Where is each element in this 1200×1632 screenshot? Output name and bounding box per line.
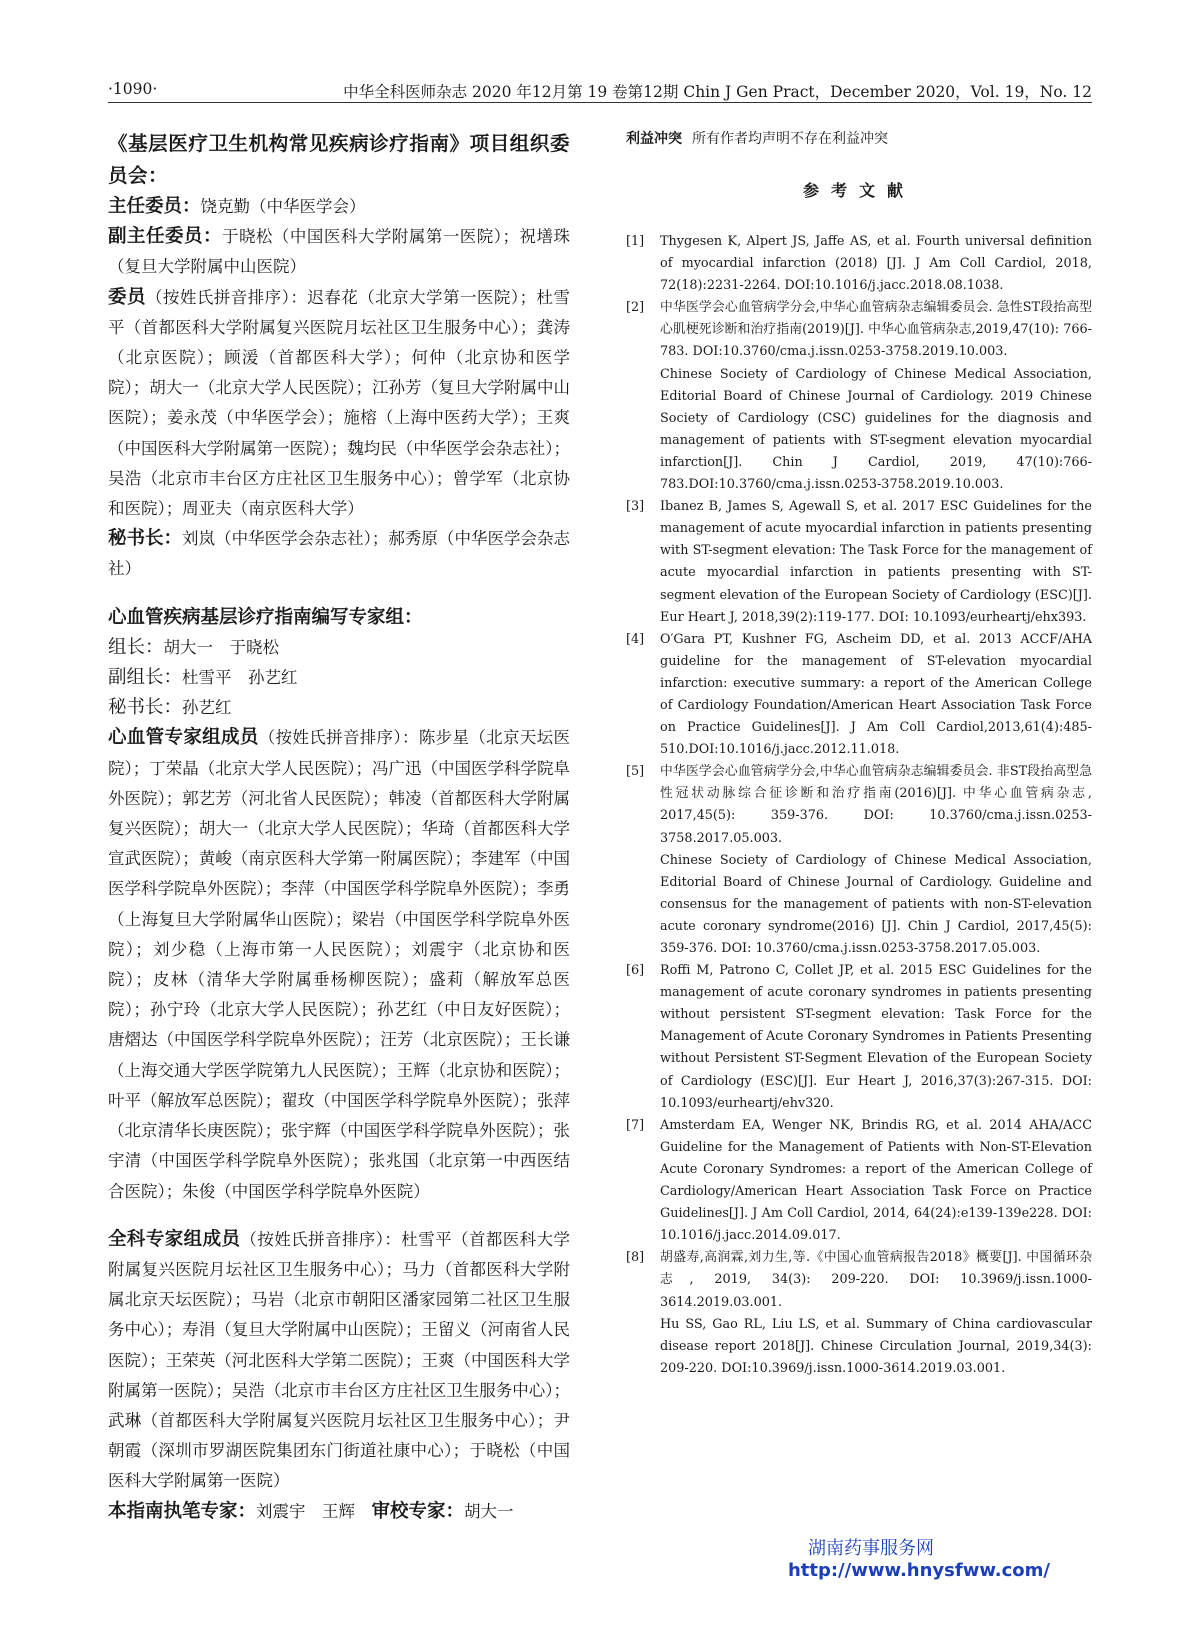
- reference-number: [3]: [626, 499, 645, 515]
- reference-text: Roffi M, Patrono C, Collet JP, et al. 2015 ESC Guidelines for the management of acute coronary syndromes in patients presenting without persistent ST-segment elevation: Task Force for the Management of Acute Coronary Syndromes in Patients Presenting without Persistent ST-Segment Elevation of the European Society of Cardiology (ESC)[J]. Eur Heart J, 2016,37(3):267-315. DOI: 10.1093/eurheartj/ehv320.: [660, 963, 1092, 1111]
- reference-text: Ibanez B, James S, Agewall S, et al. 2017 ESC Guidelines for the management of acute myocardial infarction in patients presenting with ST-segment elevation: The Task Force for the management of acute myocardial infarction in patients presenting with ST-segment elevation of the European Society of Cardiology (ESC)[J]. Eur Heart J, 2018,39(2):119-177. DOI: 10.1093/eurheartj/ehx393.: [660, 499, 1092, 625]
- reference-item: [626, 629, 1092, 762]
- watermark: [788, 1534, 1050, 1581]
- right-column: [626, 128, 1092, 1380]
- writers-line: [108, 1497, 570, 1527]
- watermark-name: 湖南药事服务网: [807, 1538, 934, 1559]
- vice-leader-label: 副组长：: [108, 667, 183, 689]
- writer-label: 本指南执笔专家：: [108, 1500, 257, 1522]
- reference-item: [626, 496, 1092, 629]
- chair-label: 主任委员：: [108, 196, 201, 217]
- references-list: [626, 231, 1092, 1380]
- reference-number: [6]: [626, 963, 645, 979]
- committee-title: 《基层医疗卫生机构常见疾病诊疗指南》项目组织委员会：: [108, 132, 570, 187]
- spacer: [108, 585, 570, 603]
- secretary-label: 秘书长：: [108, 528, 183, 550]
- vice-leader-value: 杜雪平 孙艺红: [182, 668, 298, 688]
- left-column: [108, 128, 570, 1527]
- reference-translation: Chinese Society of Cardiology of Chinese Medical Association, Editorial Board of Chinese Journal of Cardiology. Guideline and consensus for the management of patients with non-ST-elevation acute coronary syndrome(2016) [J]. Chin J Cardiol, 2017,45(5): 359-376. DOI: 10.3760/cma.j.issn.0253-3758.2017.05.003.: [660, 852, 1092, 956]
- chair-line: [108, 192, 570, 222]
- reference-item: [626, 761, 1092, 960]
- reference-number: [2]: [626, 300, 645, 316]
- page-number: ·1090·: [108, 80, 158, 98]
- members-label: 委员: [108, 286, 146, 308]
- leader-value: 胡大一 于晓松: [163, 637, 280, 657]
- writer-value: 刘震宇 王辉: [256, 1501, 356, 1521]
- secretary-value: 刘岚（中华医学会杂志社）；郝秀原（中华医学会杂志社）: [108, 529, 570, 579]
- reference-item: [626, 960, 1092, 1115]
- reference-number: [7]: [626, 1117, 645, 1133]
- coi-label: 利益冲突: [626, 131, 682, 147]
- expert-group-title: 心血管疾病基层诊疗指南编写专家组：: [108, 606, 423, 628]
- reviewer-value: 胡大一: [464, 1501, 514, 1521]
- cardio-members-value: 陈步星（北京天坛医院）；丁荣晶（北京大学人民医院）；冯广迅（中国医学科学院阜外医院）；郭艺芳（河北省人民医院）；韩凌（首都医科大学附属复兴医院）；胡大一（北京大学人民医院）；华琦（首都医科大学宣武医院）；黄峻（南京医科大学第一附属医院）；李建军（中国医学科学院阜外医院）；李萍（中国医学科学院阜外医院）；李勇（上海复旦大学附属华山医院）；梁岩（中国医学科学院阜外医院）；刘少稳（上海市第一人民医院）；刘震宇（北京协和医院）；皮林（清华大学附属垂杨柳医院）；盛莉（解放军总医院）；孙宁玲（北京大学人民医院）；孙艺红（中日友好医院）；唐熠达（中国医学科学院阜外医院）；汪芳（北京医院）；王长谦（上海交通大学医学院第九人民医院）；王辉（北京协和医院）；叶平（解放军总医院）；翟玫（中国医学科学院阜外医院）；张萍（北京清华长庚医院）；张宇辉（中国医学科学院阜外医院）；张宇清（中国医学科学院阜外医院）；张兆国（北京第一中西医结合医院）；朱俊（中国医学科学院阜外医院）: [108, 728, 570, 1201]
- reference-item: [626, 231, 1092, 297]
- gp-members-label: 全科专家组成员: [108, 1228, 241, 1250]
- secretary-line: [108, 524, 570, 584]
- reference-item: [626, 1247, 1092, 1380]
- members-sort-note: （按姓氏拼音排序）：: [145, 287, 308, 307]
- reference-number: [4]: [626, 631, 645, 647]
- reference-item: [626, 1115, 1092, 1248]
- reference-number: [8]: [626, 1250, 645, 1266]
- members-paragraph: [108, 283, 570, 525]
- group-secretary-line: [108, 693, 570, 723]
- reference-text: Amsterdam EA, Wenger NK, Brindis RG, et al. 2014 AHA/ACC Guideline for the Management of Patients with Non-ST-Elevation Acute Coronary Syndromes: a report of the American College of Cardiology/American Heart Association Task Force on Practice Guidelines[J]. J Am Coll Cardiol, 2014, 64(24):e139-139e228. DOI: 10.1016/j.jacc.2014.09.017.: [660, 1117, 1092, 1244]
- gp-sort-note: （按姓氏拼音排序）：: [240, 1229, 402, 1249]
- vice-leader-line: [108, 663, 570, 693]
- cardio-members-label: 心血管专家组成员: [108, 727, 259, 749]
- vice-chair-line: [108, 222, 570, 282]
- vice-chair-label: 副主任委员：: [108, 226, 222, 248]
- reference-text: 中华医学会心血管病学分会,中华心血管病杂志编辑委员会. 非ST段抬高型急性冠状动脉综合征诊断和治疗指南(2016)[J]. 中华心血管病杂志, 2017,45(5): 359-376. DOI: 10.3760/cma.j.issn.0253-3758.2017.05.003.: [660, 764, 1092, 846]
- reviewer-label: 审校专家：: [371, 1500, 465, 1522]
- gp-members-value: 杜雪平（首都医科大学附属复兴医院月坛社区卫生服务中心）；马力（首都医科大学附属北京天坛医院）；马岩（北京市朝阳区潘家园第二社区卫生服务中心）；寿涓（复旦大学附属中山医院）；王留义（河南省人民医院）；王荣英（河北医科大学第二医院）；王爽（中国医科大学附属第一医院）；吴浩（北京市丰台区方庄社区卫生服务中心）；武琳（首都医科大学附属复兴医院月坛社区卫生服务中心）；尹朝霞（深圳市罗湖医院集团东门街道社康中心）；于晓松（中国医科大学附属第一医院）: [108, 1229, 571, 1491]
- group-secretary-value: 孙艺红: [182, 698, 232, 718]
- vice-chair-value: 于晓松（中国医科大学附属第一医院）；祝墡珠（复旦大学附属中山医院）: [108, 227, 570, 277]
- journal-citation: 中华全科医师杂志 2020 年12月第 19 卷第12期 Chin J Gen Pract，December 2020，Vol. 19，No. 12: [343, 83, 1092, 101]
- running-header: [108, 76, 1092, 103]
- conflict-of-interest: [626, 128, 1092, 150]
- watermark-url[interactable]: http://www.hnysfww.com/: [787, 1560, 1050, 1581]
- reference-translation: Hu SS, Gao RL, Liu LS, et al. Summary of China cardiovascular disease report 2018[J]. Chinese Circulation Journal, 2019,34(3): 209-220. DOI:10.3969/j.issn.1000-3614.2019.03.001.: [660, 1316, 1092, 1376]
- reference-number: [1]: [626, 234, 645, 249]
- spacer: [108, 1207, 570, 1225]
- coi-text: 所有作者均声明不存在利益冲突: [692, 131, 888, 147]
- leader-line: [108, 633, 570, 663]
- reference-text: 中华医学会心血管病学分会,中华心血管病杂志编辑委员会. 急性ST段抬高型心肌梗死诊断和治疗指南(2019)[J]. 中华心血管病杂志,2019,47(10): 766-783. DOI:10.3760/cma.j.issn.0253-3758.2019.10.003.: [660, 300, 1092, 360]
- group-secretary-label: 秘书长：: [108, 697, 183, 719]
- leader-label: 组长：: [108, 636, 164, 658]
- members-value: 迟春花（北京大学第一医院）；杜雪平（首都医科大学附属复兴医院月坛社区卫生服务中心）；龚涛（北京医院）；顾湲（首都医科大学）；何仲（北京协和医学院）；胡大一（北京大学人民医院）；江孙芳（复旦大学附属中山医院）；姜永茂（中华医学会）；施榕（上海中医药大学）；王爽（中国医科大学附属第一医院）；魏均民（中华医学会杂志社）；吴浩（北京市丰台区方庄社区卫生服务中心）；曾学军（北京协和医院）；周亚夫（南京医科大学）: [108, 287, 570, 519]
- gp-members-paragraph: [108, 1225, 570, 1497]
- cardio-sort-note: （按姓氏拼音排序）：: [258, 728, 419, 748]
- cardio-members-paragraph: [108, 723, 570, 1206]
- reference-text: O′Gara PT, Kushner FG, Ascheim DD, et al. 2013 ACCF/AHA guideline for the management of ST-elevation myocardial infarction: executive summary: a report of the American College of Cardiology Foundation/American Heart Association Task Force on Practice Guidelines[J]. J Am Coll Cardiol,2013,61(4):485-510.DOI:10.1016/j.jacc.2012.11.018.: [660, 631, 1092, 758]
- reference-text: Thygesen K, Alpert JS, Jaffe AS, et al. Fourth universal definition of myocardial infarction (2018) [J]. J Am Coll Cardiol, 2018, 72(18):2231-2264. DOI:10.1016/j.jacc.2018.08.1038.: [660, 234, 1092, 294]
- reference-number: [5]: [626, 764, 645, 780]
- references-heading: 参考文献: [802, 181, 915, 200]
- chair-value: 饶克勤（中华医学会）: [200, 197, 366, 216]
- reference-text: 胡盛寿,高润霖,刘力生,等.《中国心血管病报告2018》概要[J]. 中国循环杂志, 2019, 34(3): 209-220. DOI: 10.3969/j.issn.1000-3614.2019.03.001.: [660, 1250, 1092, 1310]
- reference-item: [626, 297, 1092, 496]
- reference-translation: Chinese Society of Cardiology of Chinese Medical Association, Editorial Board of Chinese Journal of Cardiology. 2019 Chinese Society of Cardiology (CSC) guidelines for the diagnosis and management of patients with ST-segment elevation myocardial infarction[J]. Chin J Cardiol, 2019, 47(10):766-783.DOI:10.3760/cma.j.issn.0253-3758.2019.10.003.: [660, 366, 1092, 493]
